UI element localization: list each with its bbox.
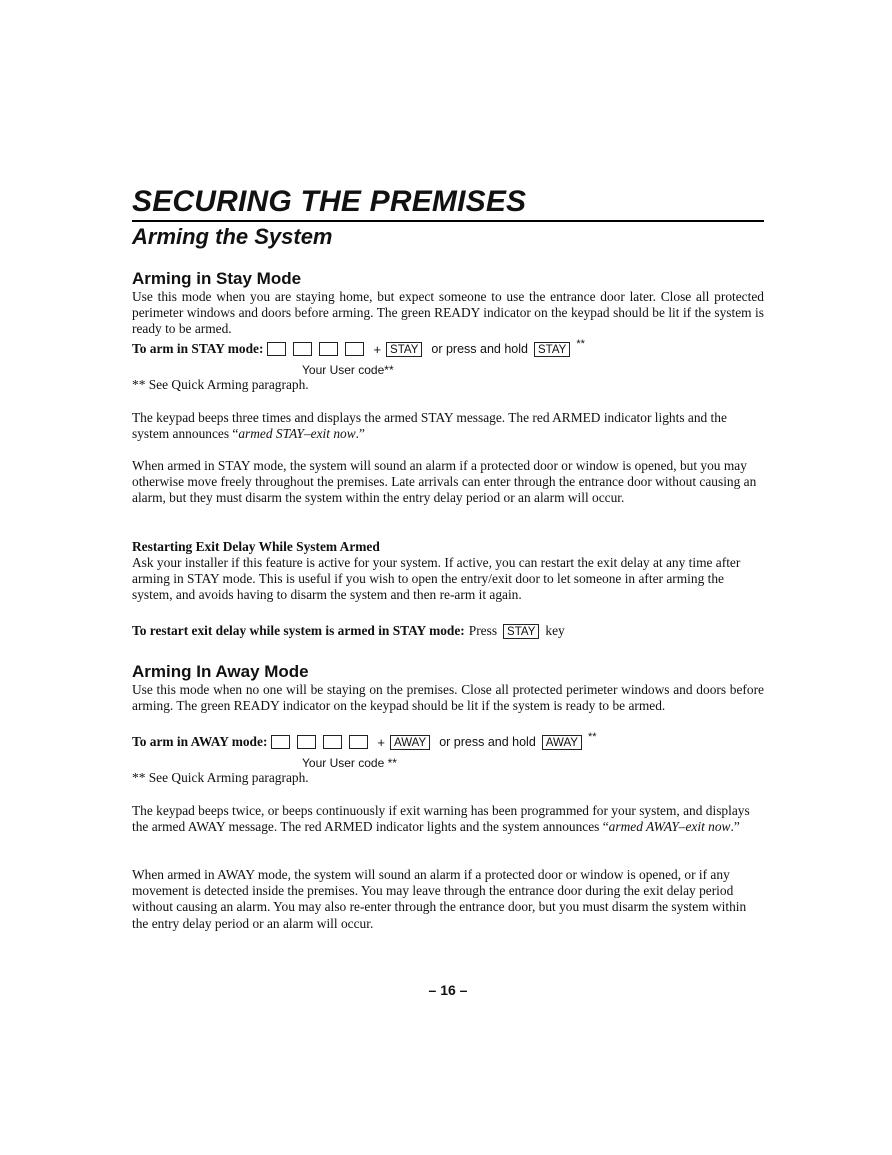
restart-instruction-label: To restart exit delay while system is armed in STAY mode: xyxy=(132,623,465,638)
stay-hold-key: STAY xyxy=(534,342,570,357)
restart-instruction xyxy=(132,622,565,640)
stay-arm-instruction xyxy=(132,339,585,359)
footnote-stars: ** xyxy=(576,338,585,350)
away-beeps-paragraph xyxy=(132,803,764,835)
away-beeps-end: .” xyxy=(730,819,740,835)
page-number: – 16 – xyxy=(428,982,468,998)
away-key: AWAY xyxy=(390,735,430,750)
footnote-stars: ** xyxy=(587,731,597,743)
stay-user-code-caption: Your User code** xyxy=(302,363,394,377)
stay-announcement: armed STAY–exit now xyxy=(238,426,356,442)
away-beeps-text: The keypad beeps twice, or beeps continuously if exit warning has been programmed for your system, and displays the armed AWAY message. The red ARMED indicator lights and the system announces “ xyxy=(132,803,750,835)
or-press-hold-text: or press and hold xyxy=(439,735,536,749)
away-mode-heading: Arming In Away Mode xyxy=(132,662,309,681)
away-quick-arming-note: ** See Quick Arming paragraph. xyxy=(132,770,309,785)
stay-behavior-paragraph: When armed in STAY mode, the system will sound an alarm if a protected door or window is opened, but you may otherwise move freely throughout the premises. Late arrivals can enter through the entrance door without causing an alarm, but they must disarm the system within the entry delay period or an alarm will occur. xyxy=(132,458,757,506)
stay-mode-heading: Arming in Stay Mode xyxy=(132,269,302,288)
away-announcement: armed AWAY–exit now xyxy=(608,819,731,835)
stay-beeps-end: .” xyxy=(355,426,365,442)
user-code-box-2 xyxy=(297,735,316,749)
restart-heading: Restarting Exit Delay While System Armed xyxy=(132,539,380,554)
page-title: SECURING THE PREMISES xyxy=(132,185,527,218)
or-press-hold-text: or press and hold xyxy=(431,342,528,356)
stay-beeps-paragraph xyxy=(132,410,764,442)
user-code-box-1 xyxy=(271,735,290,749)
user-code-box-3 xyxy=(323,735,342,749)
stay-key: STAY xyxy=(386,342,422,357)
stay-arm-label: To arm in STAY mode: xyxy=(132,341,264,356)
stay-quick-arming-note: ** See Quick Arming paragraph. xyxy=(132,377,309,392)
restart-key-word: key xyxy=(545,623,565,638)
plus-sign: + xyxy=(373,341,382,357)
plus-sign: + xyxy=(377,734,386,750)
user-code-box-4 xyxy=(349,735,368,749)
stay-mode-intro: Use this mode when you are staying home, but expect someone to use the entrance door later. Close all protected perimeter windows and doors before arming. The green READY indicator on the keypad should be lit if the system is ready to be armed. xyxy=(132,289,764,337)
user-code-box-3 xyxy=(319,342,338,356)
away-hold-key: AWAY xyxy=(542,735,582,750)
away-behavior-paragraph: When armed in AWAY mode, the system will sound an alarm if a protected door or window is opened, or if any movement is detected inside the premises. You may leave through the entrance door during the exit delay period without causing an alarm. You may also re-enter through the entrance door, but you must disarm the system within the entry delay period or an alarm will occur. xyxy=(132,867,747,931)
away-mode-intro: Use this mode when no one will be staying on the premises. Close all protected perimeter windows and doors before arming. The green READY indicator on the keypad should be lit if the system is ready to be armed. xyxy=(132,682,764,714)
restart-press-text: Press xyxy=(468,623,498,638)
away-user-code-caption: Your User code ** xyxy=(302,756,397,770)
restart-stay-key: STAY xyxy=(503,624,539,639)
section-subtitle: Arming the System xyxy=(132,224,333,249)
user-code-box-4 xyxy=(345,342,364,356)
user-code-box-2 xyxy=(293,342,312,356)
away-arm-instruction xyxy=(132,732,597,752)
stay-beeps-text: The keypad beeps three times and displays the armed STAY message. The red ARMED indicator lights and the system announces “ xyxy=(132,410,727,442)
restart-body: Ask your installer if this feature is active for your system. If active, you can restart the exit delay at any time after arming in STAY mode. This is useful if you wish to open the entry/exit door to let someone in after arming the system, and avoids having to disarm the system and then re-arm it again. xyxy=(132,555,741,603)
user-code-box-1 xyxy=(267,342,286,356)
away-arm-label: To arm in AWAY mode: xyxy=(132,734,268,749)
